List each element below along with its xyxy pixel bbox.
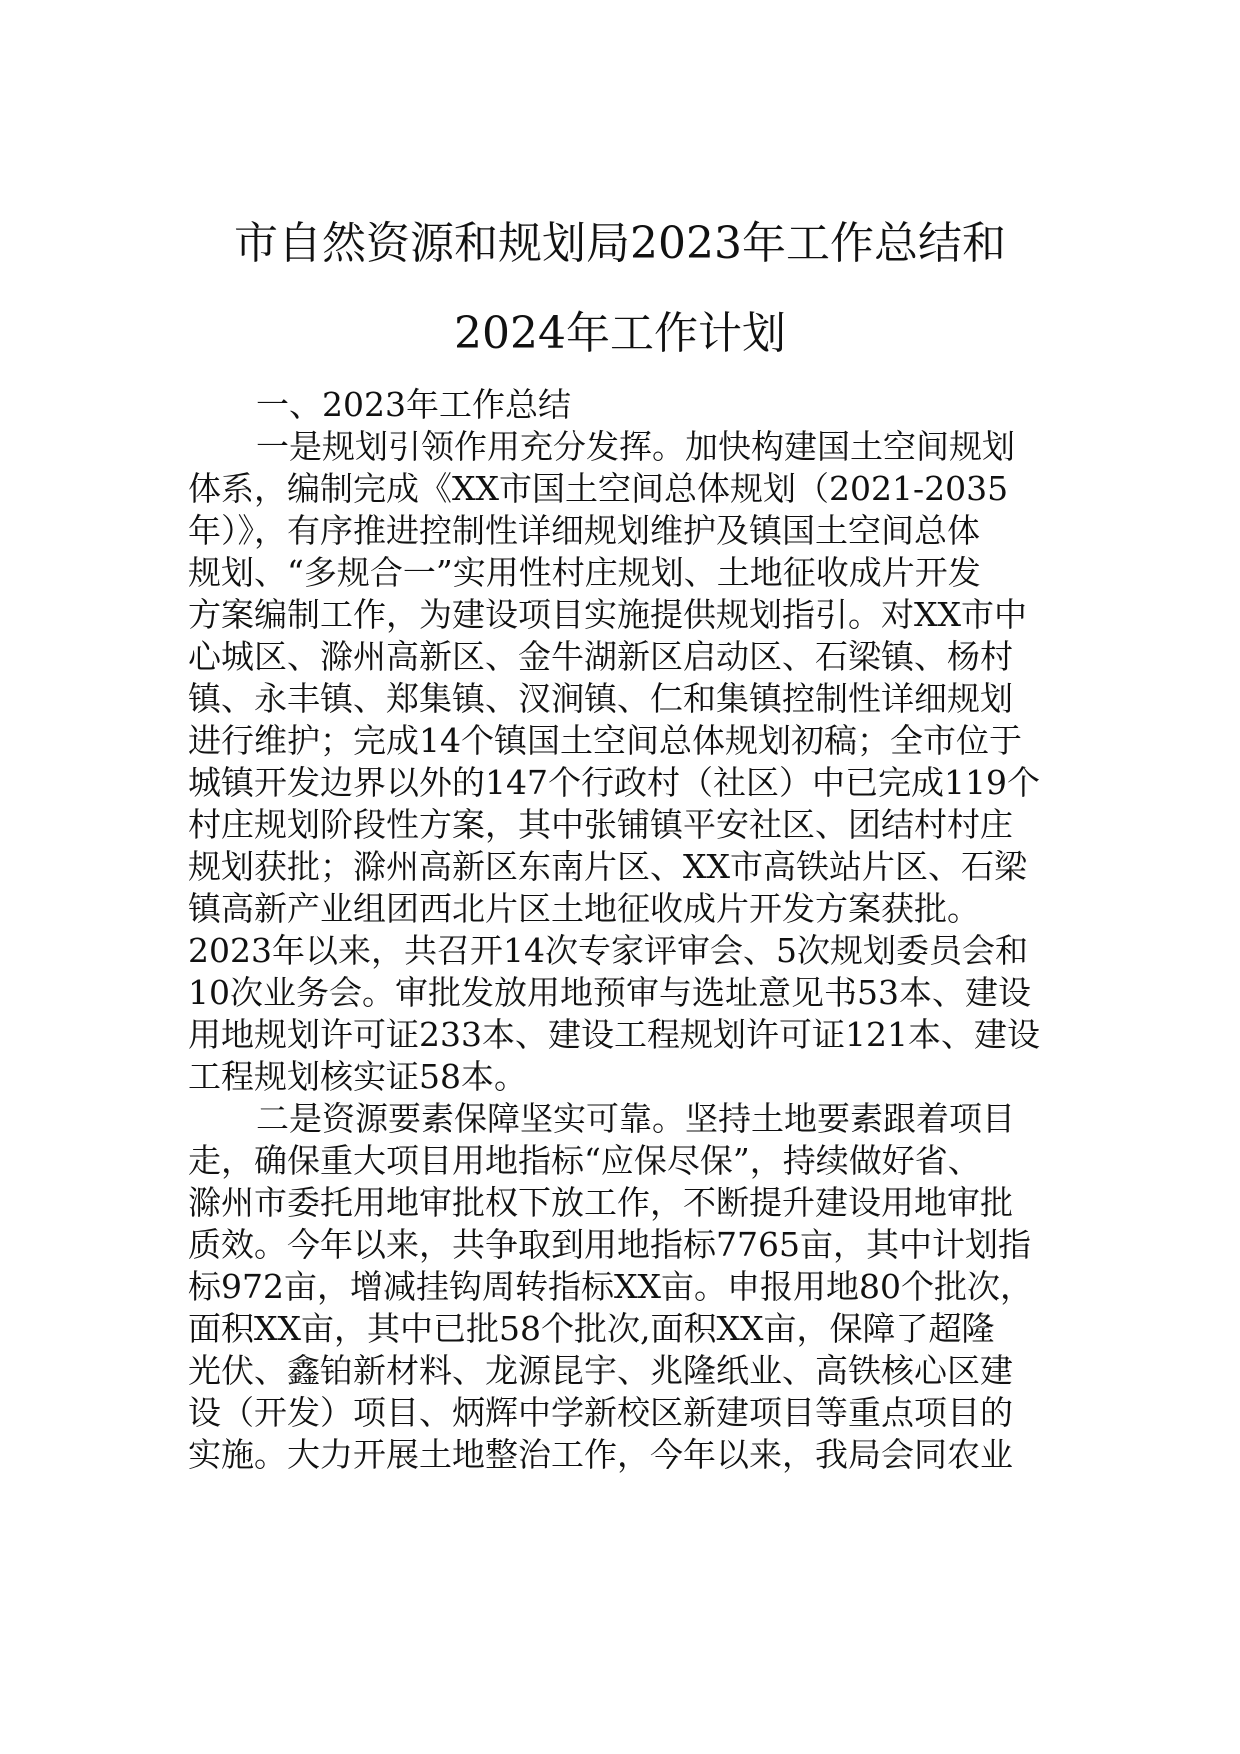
paragraph-2-line: 面积XX亩，其中已批58个批次,面积XX亩，保障了超隆 bbox=[188, 1309, 995, 1348]
paragraph-2-line: 设（开发）项目、炳辉中学新校区新建项目等重点项目的 bbox=[188, 1393, 1013, 1432]
paragraph-1-line: 镇、永丰镇、郑集镇、汊涧镇、仁和集镇控制性详细规划 bbox=[188, 679, 1013, 718]
paragraph-1-line: 2023年以来，共召开14次专家评审会、5次规划委员会和 bbox=[188, 931, 1028, 970]
paragraph-1-line: 年）》，有序推进控制性详细规划维护及镇国土空间总体 bbox=[188, 511, 980, 550]
paragraph-2-line: 标972亩，增减挂钩周转指标XX亩。申报用地80个批次， bbox=[188, 1267, 1033, 1306]
document-title-line-2: 2024年工作计划 bbox=[454, 308, 786, 359]
paragraph-1-line: 体系，编制完成《XX市国土空间总体规划（2021-2035 bbox=[188, 469, 1009, 508]
paragraph-2-line: 光伏、鑫铂新材料、龙源昆宇、兆隆纸业、高铁核心区建 bbox=[188, 1351, 1013, 1390]
paragraph-1-line: 一是规划引领作用充分发挥。加快构建国土空间规划 bbox=[256, 427, 1015, 466]
paragraph-1-line: 进行维护；完成14个镇国土空间总体规划初稿；全市位于 bbox=[188, 721, 1022, 760]
paragraph-1-line: 心城区、滁州高新区、金牛湖新区启动区、石梁镇、杨村 bbox=[188, 637, 1013, 676]
paragraph-2-line: 滁州市委托用地审批权下放工作，不断提升建设用地审批 bbox=[188, 1183, 1013, 1222]
document-title-line-1: 市自然资源和规划局2023年工作总结和 bbox=[234, 218, 1006, 269]
paragraph-2-line: 质效。今年以来，共争取到用地指标7765亩，其中计划指 bbox=[188, 1225, 1031, 1264]
paragraph-1-line: 10次业务会。审批发放用地预审与选址意见书53本、建设 bbox=[188, 973, 1031, 1012]
paragraph-2-line: 实施。大力开展土地整治工作，今年以来，我局会同农业 bbox=[188, 1435, 1013, 1474]
paragraph-1-line: 规划、“多规合一”实用性村庄规划、土地征收成片开发 bbox=[188, 553, 981, 592]
paragraph-1-line: 工程规划核实证58本。 bbox=[188, 1057, 527, 1096]
paragraph-1-line: 规划获批；滁州高新区东南片区、XX市高铁站片区、石梁 bbox=[188, 847, 1027, 886]
paragraph-1-line: 方案编制工作，为建设项目实施提供规划指引。对XX市中 bbox=[188, 595, 1027, 634]
paragraph-1-line: 用地规划许可证233本、建设工程规划许可证121本、建设 bbox=[188, 1015, 1040, 1054]
paragraph-1-line: 镇高新产业组团西北片区土地征收成片开发方案获批。 bbox=[188, 889, 980, 928]
paragraph-2-line: 二是资源要素保障坚实可靠。坚持土地要素跟着项目 bbox=[256, 1099, 1015, 1138]
paragraph-2-line: 走，确保重大项目用地指标“应保尽保”，持续做好省、 bbox=[188, 1141, 981, 1180]
paragraph-1-line: 城镇开发边界以外的147个行政村（社区）中已完成119个 bbox=[188, 763, 1040, 802]
section-heading: 一、2023年工作总结 bbox=[256, 385, 571, 424]
paragraph-1-line: 村庄规划阶段性方案，其中张铺镇平安社区、团结村村庄 bbox=[188, 805, 1013, 844]
